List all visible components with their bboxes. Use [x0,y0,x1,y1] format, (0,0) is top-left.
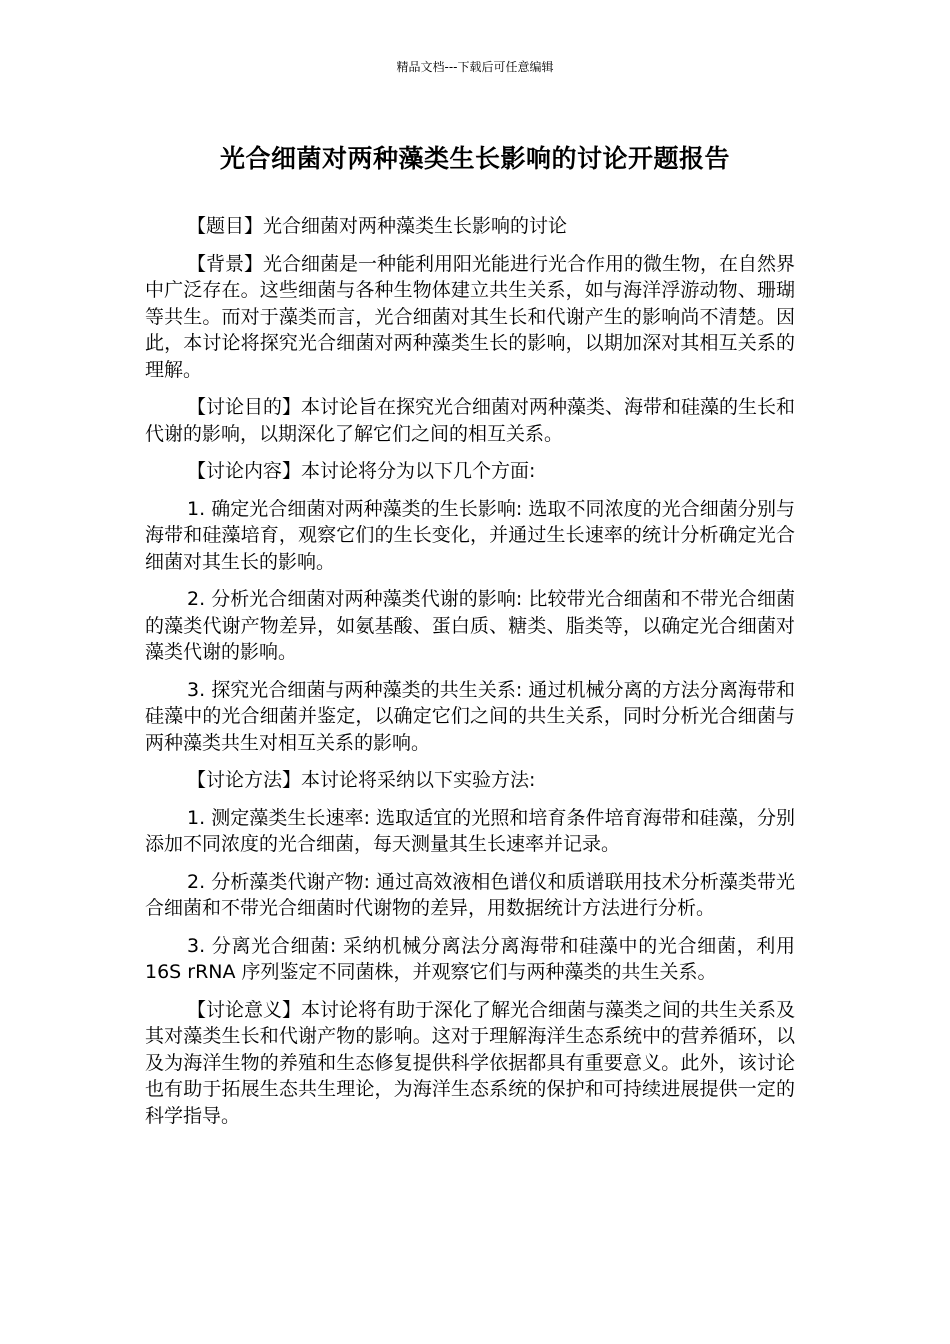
page-header: 精品文档---下载后可任意编辑 [396,60,554,74]
paragraph-content-item-3: 3. 探究光合细菌与两种藻类的共生关系: 通过机械分离的方法分离海带和硅藻中的光合细菌并鉴定，以确定它们之间的共生关系，同时分析光合细菌与两种藻类共生对相互关系的影响。 [145,678,795,754]
paragraph-purpose: 【讨论目的】本讨论旨在探究光合细菌对两种藻类、海带和硅藻的生长和代谢的影响，以期深化了解它们之间的相互关系。 [145,396,796,445]
paragraph-content-item-2: 2. 分析光合细菌对两种藻类代谢的影响: 比较带光合细菌和不带光合细菌的藻类代谢产物差异，如氨基酸、蛋白质、糖类、脂类等，以确定光合细菌对藻类代谢的影响。 [145,588,795,663]
paragraph-content-intro: 【讨论内容】本讨论将分为以下几个方面: [187,460,536,482]
document-title: 光合细菌对两种藻类生长影响的讨论开题报告 [219,144,730,173]
paragraph-background: 【背景】光合细菌是一种能利用阳光能进行光合作用的微生物，在自然界中广泛存在。这些细菌与各种生物体建立共生关系，如与海洋浮游动物、珊瑚等共生。而对于藻类而言，光合细菌对其生长和代谢产生的影响尚不清楚。因此，本讨论将探究光合细菌对两种藻类生长的影响，以期加深对其相互关系的理解。 [145,252,796,381]
paragraph-methods-intro: 【讨论方法】本讨论将采纳以下实验方法: [187,769,536,791]
paragraph-significance: 【讨论意义】本讨论将有助于深化了解光合细菌与藻类之间的共生关系及其对藻类生长和代谢产物的影响。这对于理解海洋生态系统中的营养循环，以及为海洋生物的养殖和生态修复提供科学依据都具有重要意义。此外，该讨论也有助于拓展生态共生理论，为海洋生态系统的保护和可持续进展提供一定的科学指导。 [145,998,796,1127]
paragraph-method-item-1: 1. 测定藻类生长速率: 选取适宜的光照和培育条件培育海带和硅藻，分别添加不同浓度的光合细菌，每天测量其生长速率并记录。 [145,806,795,855]
paragraph-method-item-2: 2. 分析藻类代谢产物: 通过高效液相色谱仪和质谱联用技术分析藻类带光合细菌和不带光合细菌时代谢物的差异，用数据统计方法进行分析。 [145,870,795,919]
paragraph-method-item-3: 3. 分离光合细菌: 采纳机械分离法分离海带和硅藻中的光合细菌，利用 16S rRNA 序列鉴定不同菌株，并观察它们与两种藻类的共生关系。 [145,934,795,983]
paragraph-content-item-1: 1. 确定光合细菌对两种藻类的生长影响: 选取不同浓度的光合细菌分别与海带和硅藻培育，观察它们的生长变化，并通过生长速率的统计分析确定光合细菌对其生长的影响。 [145,497,795,573]
document-body [145,213,795,1140]
paragraph-topic: 【题目】光合细菌对两种藻类生长影响的讨论 [187,215,568,237]
